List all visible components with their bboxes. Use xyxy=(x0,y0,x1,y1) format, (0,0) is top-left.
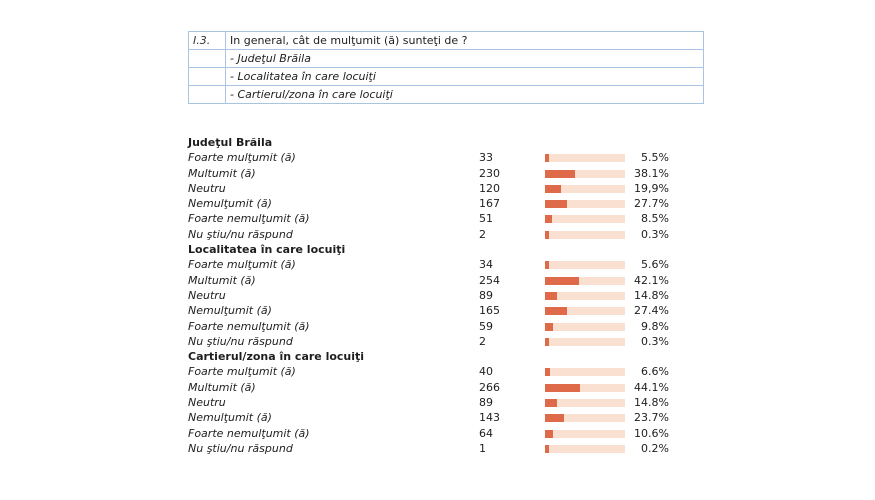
result-percent: 23.7% xyxy=(634,411,669,425)
result-label: Nu ştiu/nu răspund xyxy=(188,334,293,348)
percent-bar-track xyxy=(545,185,625,193)
percent-bar-track xyxy=(545,154,625,162)
result-percent: 6.6% xyxy=(641,365,669,379)
question-table xyxy=(188,31,704,104)
result-label: Nu ştiu/nu răspund xyxy=(188,441,293,455)
percent-bar-fill xyxy=(545,231,549,239)
result-label: Neutru xyxy=(188,396,226,410)
percent-bar-track xyxy=(545,384,625,392)
result-count: 2 xyxy=(479,334,486,348)
result-count: 254 xyxy=(479,273,500,287)
percent-bar-track xyxy=(545,170,625,178)
result-row xyxy=(188,196,688,211)
result-count: 266 xyxy=(479,380,500,394)
result-percent: 44.1% xyxy=(634,380,669,394)
percent-bar-track xyxy=(545,215,625,223)
section-title: Judeţul Brăila xyxy=(188,136,273,149)
percent-bar-fill xyxy=(545,277,579,285)
result-count: 1 xyxy=(479,441,486,455)
percent-bar-track xyxy=(545,200,625,208)
percent-bar-track xyxy=(545,323,625,331)
result-percent: 27.7% xyxy=(634,197,669,211)
question-text: In general, cât de mulţumit (ă) sunteţi de ? xyxy=(226,32,704,50)
question-subitem: - Localitatea în care locuiţi xyxy=(226,68,704,86)
result-percent: 38.1% xyxy=(634,166,669,180)
result-label: Multumit (ă) xyxy=(188,166,256,180)
result-label: Foarte nemulţumit (ă) xyxy=(188,319,310,333)
result-count: 89 xyxy=(479,288,493,302)
question-subitem: - Cartierul/zona în care locuiţi xyxy=(226,86,704,104)
result-label: Neutru xyxy=(188,288,226,302)
result-row xyxy=(188,319,688,334)
result-label: Nu ştiu/nu răspund xyxy=(188,227,293,241)
result-count: 165 xyxy=(479,304,500,318)
result-count: 59 xyxy=(479,319,493,333)
percent-bar-track xyxy=(545,338,625,346)
percent-bar-fill xyxy=(545,323,553,331)
result-label: Foarte nemulţumit (ă) xyxy=(188,212,310,226)
result-row xyxy=(188,181,688,196)
result-label: Foarte nemulţumit (ă) xyxy=(188,426,310,440)
percent-bar-fill xyxy=(545,384,580,392)
percent-bar-fill xyxy=(545,261,549,269)
question-subitem: - Judeţul Brăila xyxy=(226,50,704,68)
result-row xyxy=(188,303,688,318)
result-count: 2 xyxy=(479,227,486,241)
section-title: Localitatea în care locuiţi xyxy=(188,243,346,257)
section-title: Cartierul/zona în care locuiţi xyxy=(188,350,365,364)
question-subitem-row xyxy=(189,50,704,68)
result-count: 143 xyxy=(479,411,500,425)
result-row xyxy=(188,227,688,242)
result-label: Foarte mulţumit (ă) xyxy=(188,151,296,165)
results-list xyxy=(188,135,688,456)
result-label: Multumit (ă) xyxy=(188,273,256,287)
result-percent: 14.8% xyxy=(634,288,669,302)
percent-bar-fill xyxy=(545,170,575,178)
percent-bar-track xyxy=(545,368,625,376)
percent-bar-track xyxy=(545,261,625,269)
percent-bar-fill xyxy=(545,200,567,208)
percent-bar-fill xyxy=(545,154,549,162)
result-row xyxy=(188,288,688,303)
result-percent: 5.5% xyxy=(641,151,669,165)
result-row xyxy=(188,166,688,181)
result-percent: 27.4% xyxy=(634,304,669,318)
result-percent: 14.8% xyxy=(634,396,669,410)
result-row xyxy=(188,426,688,441)
question-subitem-row xyxy=(189,68,704,86)
result-row xyxy=(188,273,688,288)
result-count: 40 xyxy=(479,365,493,379)
result-label: Nemulţumit (ă) xyxy=(188,304,272,318)
result-percent: 0.2% xyxy=(641,441,669,455)
result-count: 167 xyxy=(479,197,500,211)
result-percent: 19,9% xyxy=(634,181,669,195)
question-subitem-row xyxy=(189,86,704,104)
result-count: 230 xyxy=(479,166,500,180)
result-label: Foarte mulţumit (ă) xyxy=(188,365,296,379)
result-percent: 5.6% xyxy=(641,258,669,272)
percent-bar-fill xyxy=(545,292,557,300)
result-percent: 0.3% xyxy=(641,227,669,241)
result-percent: 9.8% xyxy=(641,319,669,333)
result-percent: 42.1% xyxy=(634,273,669,287)
percent-bar-track xyxy=(545,277,625,285)
percent-bar-track xyxy=(545,292,625,300)
result-row xyxy=(188,380,688,395)
result-percent: 0.3% xyxy=(641,334,669,348)
result-count: 120 xyxy=(479,181,500,195)
result-count: 89 xyxy=(479,396,493,410)
percent-bar-fill xyxy=(545,307,567,315)
percent-bar-fill xyxy=(545,338,549,346)
result-row xyxy=(188,334,688,349)
percent-bar-fill xyxy=(545,215,552,223)
result-row xyxy=(188,211,688,226)
result-label: Foarte mulţumit (ă) xyxy=(188,258,296,272)
percent-bar-track xyxy=(545,399,625,407)
result-row xyxy=(188,257,688,272)
result-count: 34 xyxy=(479,258,493,272)
result-count: 51 xyxy=(479,212,493,226)
percent-bar-fill xyxy=(545,368,550,376)
result-label: Nemulţumit (ă) xyxy=(188,197,272,211)
result-label: Nemulţumit (ă) xyxy=(188,411,272,425)
question-row xyxy=(189,32,704,50)
question-number: I.3. xyxy=(189,32,226,50)
percent-bar-fill xyxy=(545,185,561,193)
result-row xyxy=(188,150,688,165)
percent-bar-track xyxy=(545,445,625,453)
result-row xyxy=(188,395,688,410)
percent-bar-track xyxy=(545,414,625,422)
result-row xyxy=(188,441,688,456)
percent-bar-track xyxy=(545,307,625,315)
result-row xyxy=(188,364,688,379)
percent-bar-track xyxy=(545,430,625,438)
percent-bar-track xyxy=(545,231,625,239)
percent-bar-fill xyxy=(545,414,564,422)
result-percent: 10.6% xyxy=(634,426,669,440)
result-percent: 8.5% xyxy=(641,212,669,226)
result-label: Neutru xyxy=(188,181,226,195)
percent-bar-fill xyxy=(545,430,553,438)
percent-bar-fill xyxy=(545,399,557,407)
result-label: Multumit (ă) xyxy=(188,380,256,394)
result-row xyxy=(188,410,688,425)
result-count: 64 xyxy=(479,426,493,440)
result-count: 33 xyxy=(479,151,493,165)
percent-bar-fill xyxy=(545,445,549,453)
